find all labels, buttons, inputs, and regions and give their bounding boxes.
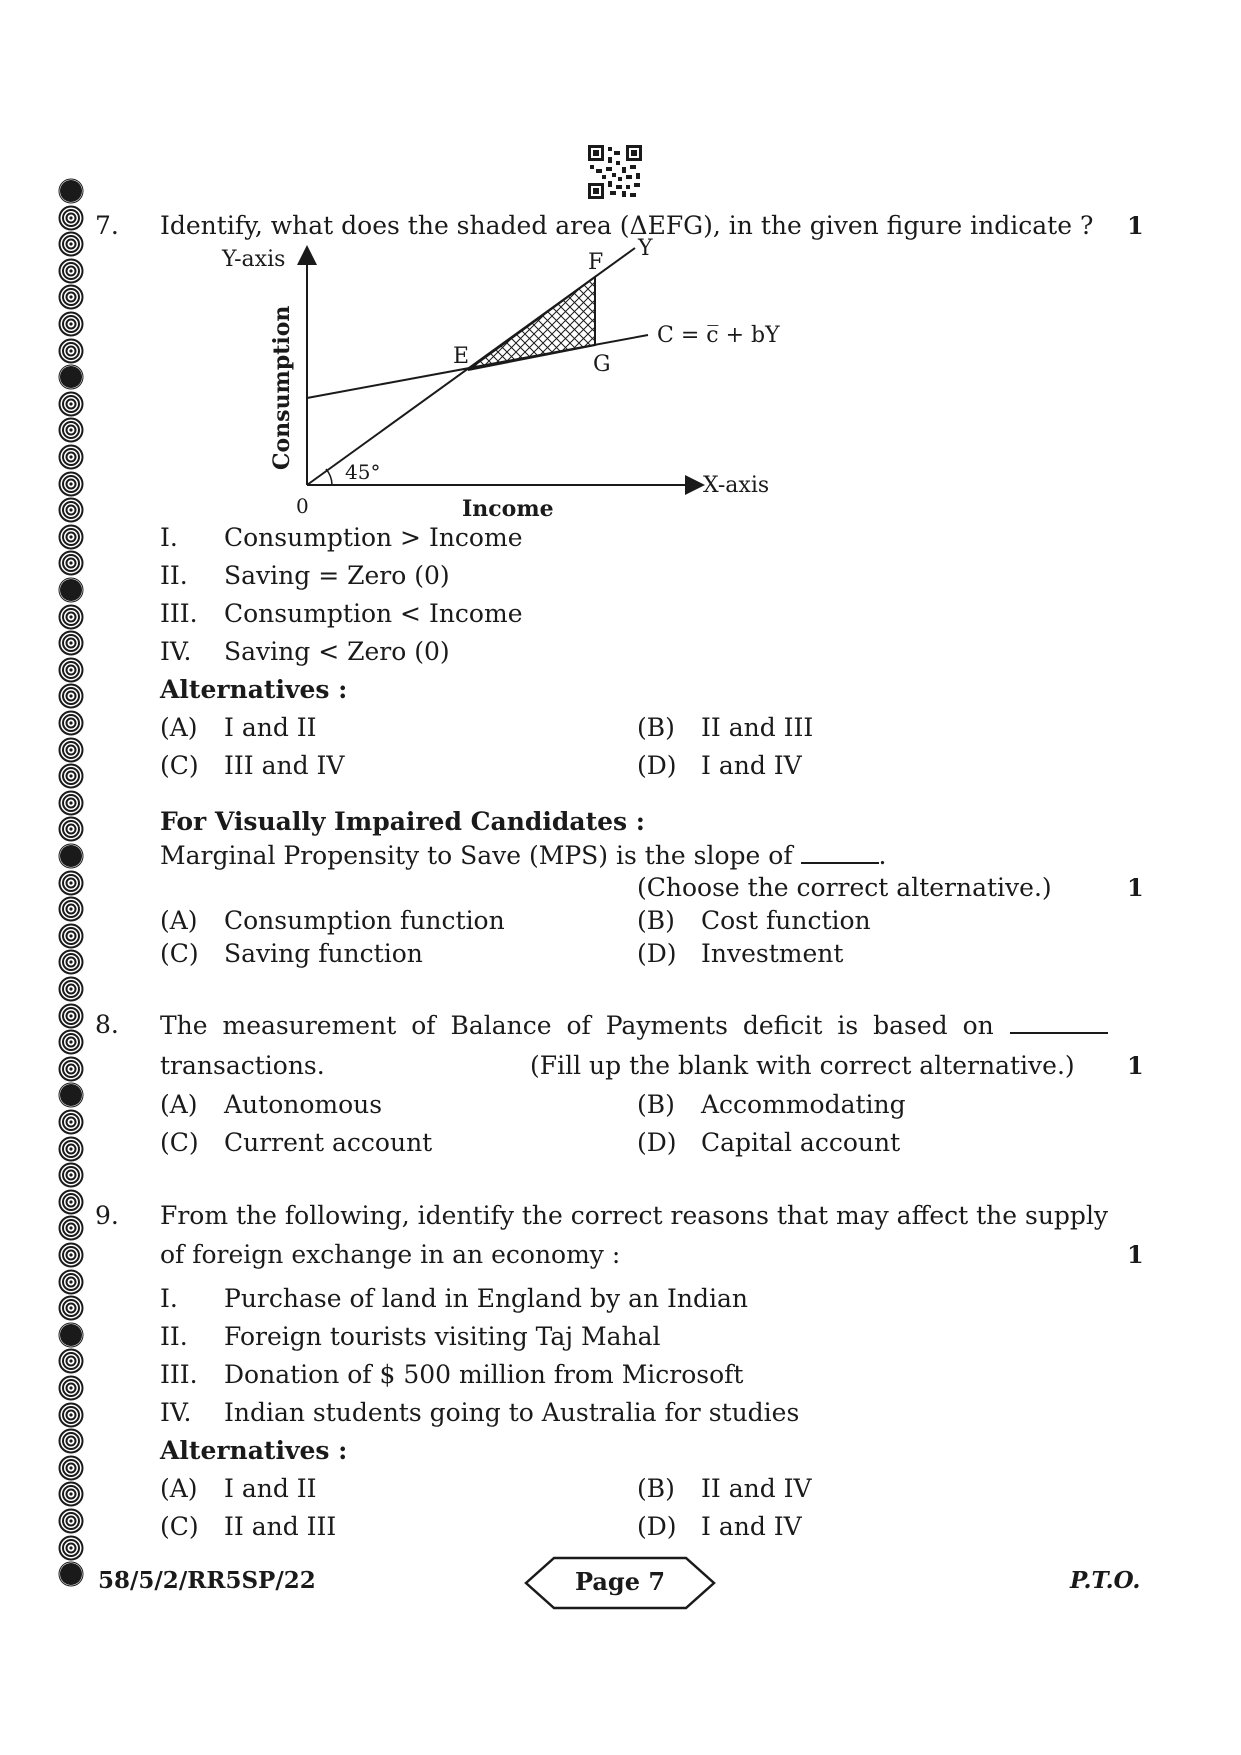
q9-option-a-text: I and II <box>224 1474 317 1503</box>
margin-circle <box>58 1508 84 1534</box>
margin-circle <box>58 524 84 550</box>
margin-circle <box>58 790 84 816</box>
q7-stmt-2-num: II. <box>160 561 188 590</box>
margin-circle <box>58 364 84 390</box>
margin-circle <box>58 1109 84 1135</box>
q7-option-b-label: (B) <box>637 713 675 742</box>
q8-option-b-text: Accommodating <box>701 1090 906 1119</box>
footer-code: 58/5/2/RR5SP/22 <box>98 1567 316 1594</box>
vi-option-b-label: (B) <box>637 906 675 935</box>
consumption-fn-label: C = c̅ + bY <box>657 323 780 348</box>
margin-circle <box>58 311 84 337</box>
q9-line1: From the following, identify the correct reasons that may affect the supply <box>160 1201 1109 1230</box>
margin-circle <box>58 1348 84 1374</box>
margin-circle <box>58 1162 84 1188</box>
margin-circle <box>58 417 84 443</box>
margin-circle <box>58 1402 84 1428</box>
x-title: Income <box>462 496 554 520</box>
q7-stmt-3-num: III. <box>160 599 198 628</box>
margin-circle <box>58 1535 84 1561</box>
margin-circle <box>58 896 84 922</box>
q7-number: 7. <box>95 211 119 240</box>
q9-alternatives-heading: Alternatives : <box>160 1436 348 1465</box>
margin-circle <box>58 550 84 576</box>
vi-question <box>160 840 887 871</box>
margin-circle <box>58 1322 84 1348</box>
margin-circle <box>58 949 84 975</box>
q9-option-c-text: II and III <box>224 1512 337 1541</box>
q8-blank <box>1010 1010 1108 1034</box>
q9-stmt-2-text: Foreign tourists visiting Taj Mahal <box>224 1322 661 1351</box>
q7-option-d-text: I and IV <box>701 751 802 780</box>
margin-circle <box>58 471 84 497</box>
margin-circle <box>58 630 84 656</box>
q7-option-c-text: III and IV <box>224 751 345 780</box>
margin-circle <box>58 577 84 603</box>
margin-circle <box>58 1375 84 1401</box>
q9-option-b-label: (B) <box>637 1474 675 1503</box>
margin-circle <box>58 843 84 869</box>
q9-stmt-1-text: Purchase of land in England by an Indian <box>224 1284 749 1313</box>
vi-option-b-text: Cost function <box>701 906 871 935</box>
q8-instruction: (Fill up the blank with correct alternative.) <box>530 1051 1075 1080</box>
margin-circle <box>58 870 84 896</box>
vi-option-c-text: Saving function <box>224 939 423 968</box>
q7-stmt-2-text: Saving = Zero (0) <box>224 561 450 590</box>
margin-circle <box>58 231 84 257</box>
vi-option-d-text: Investment <box>701 939 844 968</box>
q8-option-a-text: Autonomous <box>224 1090 383 1119</box>
vi-option-c-label: (C) <box>160 939 199 968</box>
margin-circle <box>58 710 84 736</box>
q8-line1 <box>160 1010 1090 1041</box>
margin-circle <box>58 683 84 709</box>
y-axis-label: Y-axis <box>222 247 286 272</box>
q9-option-c-label: (C) <box>160 1512 199 1541</box>
q9-stmt-2-num: II. <box>160 1322 188 1351</box>
line-y-label: Y <box>638 236 653 261</box>
q9-option-d-label: (D) <box>637 1512 677 1541</box>
margin-circle <box>58 1136 84 1162</box>
q9-stmt-1-num: I. <box>160 1284 178 1313</box>
q8-line1-text: The measurement of Balance of Payments deficit is based on <box>160 1011 994 1040</box>
q7-stmt-4-num: IV. <box>160 637 192 666</box>
origin-label: 0 <box>296 494 309 518</box>
margin-circle <box>58 391 84 417</box>
margin-circle <box>58 1242 84 1268</box>
vi-instruction: (Choose the correct alternative.) <box>637 873 1052 902</box>
q8-option-d-text: Capital account <box>701 1128 901 1157</box>
vi-marks: 1 <box>1127 873 1144 902</box>
pto-label: P.T.O. <box>1070 1567 1141 1594</box>
q7-stmt-1-num: I. <box>160 523 178 552</box>
margin-circle <box>58 444 84 470</box>
q8-option-b-label: (B) <box>637 1090 675 1119</box>
point-e-label: E <box>453 344 470 369</box>
margin-circle <box>58 1082 84 1108</box>
vi-question-end: . <box>878 841 887 870</box>
q7-stmt-1-text: Consumption > Income <box>224 523 523 552</box>
q9-option-a-label: (A) <box>160 1474 198 1503</box>
page-label: Page 7 <box>574 1567 666 1596</box>
q7-option-a-label: (A) <box>160 713 198 742</box>
q7-stmt-3-text: Consumption < Income <box>224 599 523 628</box>
vi-option-d-label: (D) <box>637 939 677 968</box>
margin-circle <box>58 1056 84 1082</box>
margin-circle <box>58 497 84 523</box>
margin-circle <box>58 1481 84 1507</box>
q7-alternatives-heading: Alternatives : <box>160 675 348 704</box>
margin-circle <box>58 923 84 949</box>
margin-circle <box>58 1561 84 1587</box>
q9-number: 9. <box>95 1201 119 1230</box>
qr-code <box>588 145 642 199</box>
q8-option-c-text: Current account <box>224 1128 433 1157</box>
margin-circle <box>58 1428 84 1454</box>
q7-option-a-text: I and II <box>224 713 317 742</box>
margin-circle <box>58 205 84 231</box>
margin-circle <box>58 1003 84 1029</box>
q9-marks: 1 <box>1127 1240 1144 1269</box>
point-g-label: G <box>593 352 611 377</box>
q8-line2: transactions. <box>160 1051 325 1080</box>
margin-circle <box>58 604 84 630</box>
margin-circle <box>58 763 84 789</box>
consumption-figure <box>210 235 800 520</box>
q8-option-c-label: (C) <box>160 1128 199 1157</box>
margin-circle <box>58 1189 84 1215</box>
q7-option-b-text: II and III <box>701 713 814 742</box>
margin-circle <box>58 657 84 683</box>
margin-circle <box>58 816 84 842</box>
q8-number: 8. <box>95 1010 119 1039</box>
margin-circle <box>58 1269 84 1295</box>
angle-label: 45° <box>345 460 381 484</box>
q9-option-d-text: I and IV <box>701 1512 802 1541</box>
q8-option-a-label: (A) <box>160 1090 198 1119</box>
q7-option-d-label: (D) <box>637 751 677 780</box>
margin-circle <box>58 284 84 310</box>
q9-stmt-4-text: Indian students going to Australia for studies <box>224 1398 800 1427</box>
margin-circle <box>58 1215 84 1241</box>
page-badge <box>524 1556 716 1610</box>
q7-option-c-label: (C) <box>160 751 199 780</box>
q9-line2: of foreign exchange in an economy : <box>160 1240 621 1269</box>
q9-stmt-3-num: III. <box>160 1360 198 1389</box>
margin-circle <box>58 178 84 204</box>
margin-circle <box>58 737 84 763</box>
vi-option-a-text: Consumption function <box>224 906 505 935</box>
q9-option-b-text: II and IV <box>701 1474 812 1503</box>
point-f-label: F <box>588 250 604 275</box>
q9-stmt-3-text: Donation of $ 500 million from Microsoft <box>224 1360 744 1389</box>
q7-stmt-4-text: Saving < Zero (0) <box>224 637 450 666</box>
vi-blank <box>801 840 879 864</box>
margin-circle <box>58 258 84 284</box>
margin-circle <box>58 1455 84 1481</box>
45-degree-line <box>307 248 635 485</box>
margin-circle <box>58 1295 84 1321</box>
margin-circle <box>58 1029 84 1055</box>
q9-stmt-4-num: IV. <box>160 1398 192 1427</box>
vi-heading: For Visually Impaired Candidates : <box>160 807 646 836</box>
y-title: Consumption <box>269 305 295 470</box>
q8-option-d-label: (D) <box>637 1128 677 1157</box>
q7-text: Identify, what does the shaded area (ΔEFG), in the given figure indicate ? <box>160 211 1094 240</box>
q8-marks: 1 <box>1127 1051 1144 1080</box>
margin-circle <box>58 338 84 364</box>
q7-marks: 1 <box>1127 211 1144 240</box>
margin-circle <box>58 976 84 1002</box>
vi-option-a-label: (A) <box>160 906 198 935</box>
vi-question-text: Marginal Propensity to Save (MPS) is the slope of <box>160 841 793 870</box>
x-axis-label: X-axis <box>703 473 770 498</box>
